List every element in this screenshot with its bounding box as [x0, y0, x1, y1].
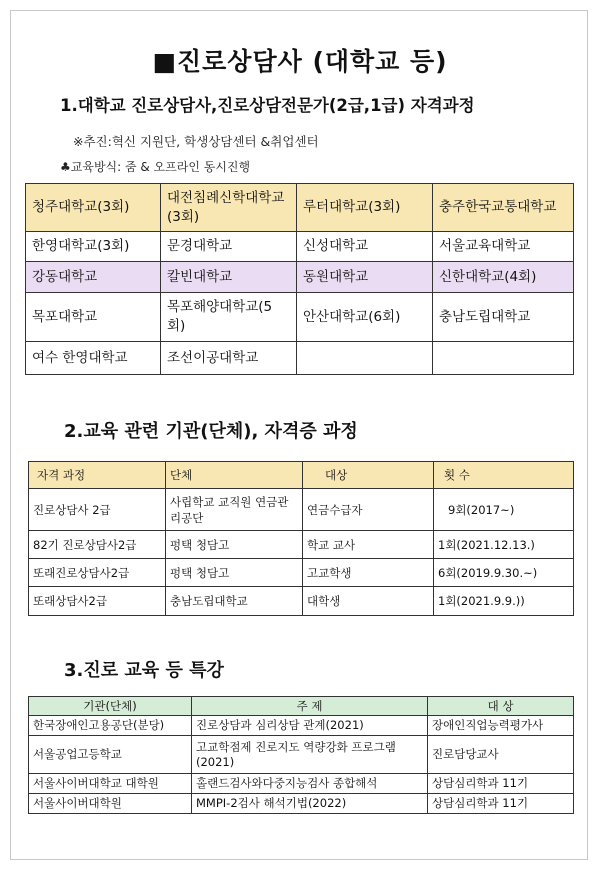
column-header: 자격 과정 — [29, 462, 166, 489]
table-cell: 신성대학교 — [297, 232, 433, 262]
table-cell: 고교학생 — [303, 559, 434, 587]
table-cell: 서울사이버대학원 — [29, 794, 192, 814]
table-cell: 진로상담사 2급 — [29, 489, 166, 531]
table-cell: 충남도립대학교 — [166, 587, 303, 616]
table-cell: 6회(2019.9.30.~) — [434, 559, 574, 587]
table-cell: 진로상담과 심리상담 관계(2021) — [192, 716, 428, 736]
table-cell: 동원대학교 — [297, 262, 433, 293]
table-cell: 목포대학교 — [26, 293, 161, 342]
table-cell: 펑택 청담고 — [166, 531, 303, 559]
table-cell: 한영대학교(3회) — [26, 232, 161, 262]
table-cell: 82기 진로상담사2급 — [29, 531, 166, 559]
table-cell: 1회(2021.9.9.)) — [434, 587, 574, 616]
column-header: 대 상 — [428, 697, 574, 716]
table-cell: 연금수급자 — [303, 489, 434, 531]
table-cell: 학교 교사 — [303, 531, 434, 559]
table-cell: 한국장애인고용공단(분당) — [29, 716, 192, 736]
lecture-table — [28, 696, 574, 814]
table-cell: 대전침례신학대학교(3회) — [161, 184, 297, 232]
university-table — [25, 183, 574, 375]
column-header: 대상 — [303, 462, 434, 489]
certification-table — [28, 461, 574, 616]
table-cell: 1회(2021.12.13.) — [434, 531, 574, 559]
table-cell: 또래진로상담사2급 — [29, 559, 166, 587]
table-cell: 또래상담사2급 — [29, 587, 166, 616]
table-cell — [297, 342, 433, 375]
education-method-note: ♣교육방식: 줌 & 오프라인 동시진행 — [60, 160, 251, 174]
page-title: ■진로상담사 (대학교 등) — [152, 47, 448, 76]
table-cell: 조선이공대학교 — [161, 342, 297, 375]
table-cell: 서울공업고등학교 — [29, 736, 192, 774]
table-cell: 안산대학교(6회) — [297, 293, 433, 342]
table-cell: 상담심리학과 11기 — [428, 774, 574, 794]
table-cell: 대학생 — [303, 587, 434, 616]
table-cell: 칼빈대학교 — [161, 262, 297, 293]
table-cell: 강동대학교 — [26, 262, 161, 293]
table-cell: 고교학점제 진로지도 역량강화 프로그램(2021) — [192, 736, 428, 774]
table-cell: 충남도립대학교 — [433, 293, 574, 342]
column-header: 횟 수 — [434, 462, 574, 489]
table-cell: 청주대학교(3회) — [26, 184, 161, 232]
table-cell: 진로담당교사 — [428, 736, 574, 774]
table-cell: 상담심리학과 11기 — [428, 794, 574, 814]
section2-title: 2.교육 관련 기관(단체), 자격증 과정 — [64, 421, 358, 442]
column-header: 주 제 — [192, 697, 428, 716]
table-cell: 서울사이버대학교 대학원 — [29, 774, 192, 794]
table-cell: 여수 한영대학교 — [26, 342, 161, 375]
table-cell: 신한대학교(4회) — [433, 262, 574, 293]
table-cell: 목포해양대학교(5회) — [161, 293, 297, 342]
column-header: 기관(단체) — [29, 697, 192, 716]
table-cell: 루터대학교(3회) — [297, 184, 433, 232]
table-cell: 홀랜드검사와다중지능검사 종합해석 — [192, 774, 428, 794]
table-cell — [433, 342, 574, 375]
table-cell: 충주한국교통대학교 — [433, 184, 574, 232]
table-cell: 장애인직업능력평가사 — [428, 716, 574, 736]
column-header: 단체 — [166, 462, 303, 489]
section3-title: 3.진로 교육 등 특강 — [64, 660, 224, 681]
section1-title: 1.대학교 진로상담사,진로상담전문가(2급,1급) 자격과정 — [60, 96, 475, 115]
table-cell: 문경대학교 — [161, 232, 297, 262]
table-cell: 서울교육대학교 — [433, 232, 574, 262]
promotion-note: ※추진:혁신 지원단, 학생상담센터 &취업센터 — [73, 134, 319, 149]
table-cell: MMPI-2검사 해석기법(2022) — [192, 794, 428, 814]
table-cell: 펑택 청담고 — [166, 559, 303, 587]
table-cell: 사립학교 교직원 연금관리공단 — [166, 489, 303, 531]
table-cell: 9회(2017~) — [434, 489, 574, 531]
